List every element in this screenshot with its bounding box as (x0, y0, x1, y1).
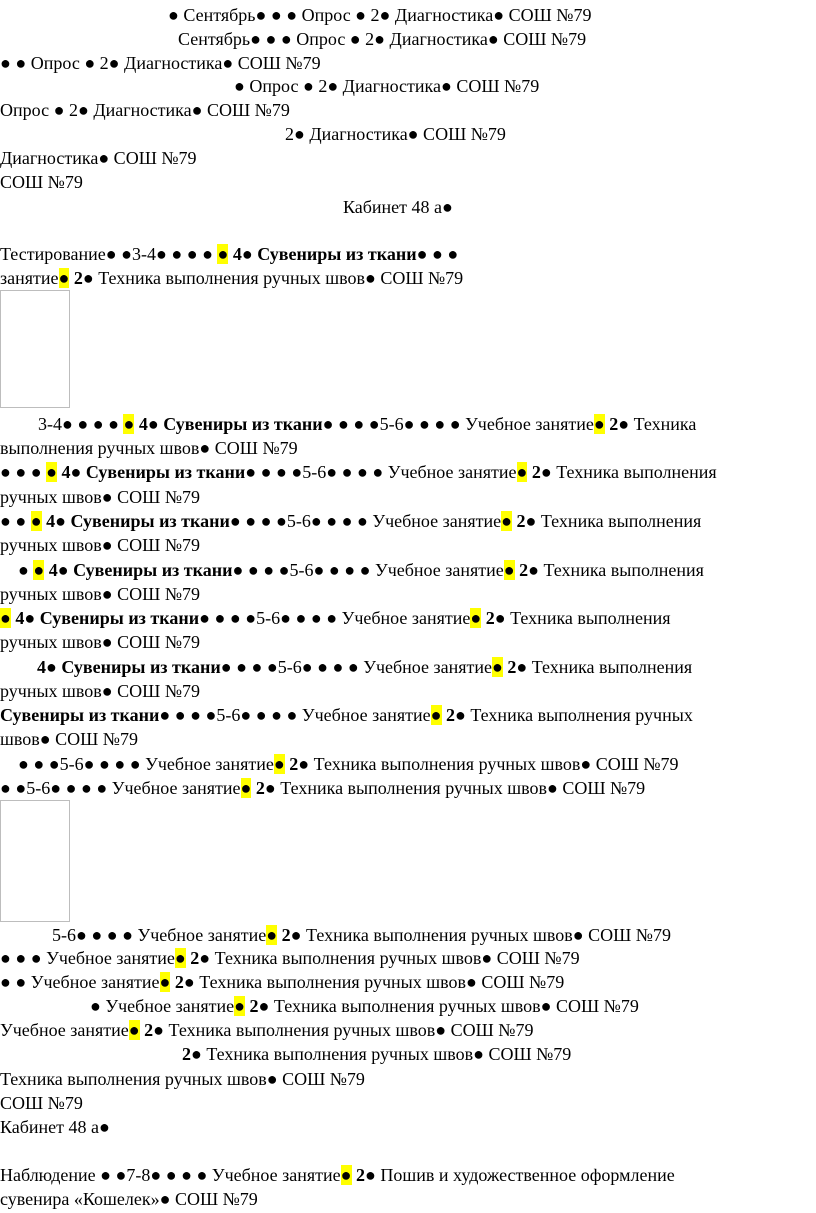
text-line (0, 242, 458, 266)
highlight-mark: ● (128, 1020, 140, 1040)
text-line (0, 970, 564, 994)
bold-run: 4● Сувениры из ткани (44, 560, 233, 580)
text-line (0, 509, 701, 533)
text-run: Диагностика● СОШ №79 (0, 148, 197, 168)
bold-run: 4● Сувениры из ткани (134, 414, 323, 434)
text-run: Кабинет 48 а● (343, 197, 453, 217)
text-line (343, 195, 453, 219)
text-line (0, 436, 298, 460)
text-run: Сентябрь● ● ● Опрос ● 2● Диагностика● СОШ №79 (178, 29, 587, 49)
text-run: ручных швов● СОШ №79 (0, 584, 200, 604)
text-line (0, 679, 200, 703)
text-run: ● ● ● ●5-6● ● ● ● Учебное занятие (220, 657, 492, 677)
text-line (0, 582, 200, 606)
highlight-mark: ● (340, 1165, 352, 1185)
text-run: СОШ №79 (0, 172, 83, 192)
text-line (0, 1067, 365, 1091)
text-run: Опрос ● 2● Диагностика● СОШ №79 (0, 100, 290, 120)
text-run: ● Техника выполнения (540, 462, 717, 482)
text-run: ● Пошив и художественное оформление (365, 1165, 675, 1185)
highlight-mark: ● (430, 705, 442, 725)
text-line (0, 776, 645, 800)
text-run: ● Техника выполнения ручных швов● СОШ №79 (153, 1020, 534, 1040)
bold-run: 2 (514, 560, 529, 580)
highlight-mark: ● (593, 414, 605, 434)
text-run: ручных швов● СОШ №79 (0, 681, 200, 701)
text-run: ● Техника выполнения ручных (455, 705, 693, 725)
highlight-mark: ● (174, 948, 186, 968)
text-run: ● ● ● (0, 462, 47, 482)
bold-run: 4● Сувениры из ткани (10, 608, 200, 628)
bold-run: 2 (185, 948, 200, 968)
bold-run: 2 (170, 972, 184, 992)
bold-run: 4● Сувениры из ткани (41, 511, 230, 531)
highlight-mark: ● (46, 462, 57, 482)
text-line (0, 460, 717, 484)
text-run: СОШ №79 (0, 1093, 83, 1113)
text-run: ● ● ● ●5-6● ● ● ● Учебное занятие (232, 560, 504, 580)
text-line (234, 74, 539, 98)
text-run: ● Техника выполнения ручных швов● СОШ №79 (199, 948, 580, 968)
text-run: Техника выполнения ручных швов● СОШ №79 (0, 1069, 365, 1089)
text-run: ● Учебное занятие (90, 996, 235, 1016)
bold-run: 2 (604, 414, 619, 434)
text-run: ● Сентябрь● ● ● Опрос ● 2● Диагностика● СОШ №79 (168, 5, 592, 25)
text-line (178, 27, 586, 51)
text-run: ручных швов● СОШ №79 (0, 535, 200, 555)
text-line (0, 533, 200, 557)
highlight-mark: ● (30, 511, 42, 531)
highlight-mark: ● (217, 244, 229, 264)
text-run: ● Техника выполнения ручных швов● СОШ №79 (290, 925, 671, 945)
text-run: ● (18, 560, 34, 580)
text-run: ● ● ● ●5-6● ● ● ● Учебное занятие (322, 414, 594, 434)
text-line (90, 994, 639, 1018)
bold-run: 4● Сувениры из ткани (37, 657, 221, 677)
text-run: выполнения ручных швов● СОШ №79 (0, 438, 298, 458)
highlight-mark: ● (266, 925, 278, 945)
text-run: 2● Диагностика● СОШ №79 (285, 124, 506, 144)
text-line (168, 3, 591, 27)
text-line (0, 1091, 83, 1115)
text-run: Тестирование● ●3-4● ● ● ● (0, 244, 218, 264)
text-line (18, 558, 704, 582)
text-run: ● Техника выполнения ручных швов● СОШ №79 (264, 778, 646, 798)
text-run: ● ● ● Учебное занятие (0, 948, 175, 968)
text-run: ● ● Опрос ● 2● Диагностика● СОШ №79 (0, 53, 321, 73)
text-line (0, 1187, 258, 1211)
text-line (285, 122, 506, 146)
text-run: ● ● ● ●5-6● ● ● ● Учебное занятие (229, 511, 502, 531)
text-line (0, 703, 693, 727)
text-run: ● Техника выполнения (528, 560, 704, 580)
highlight-mark: ● (33, 560, 45, 580)
bold-run: 2 (441, 705, 455, 725)
highlight-mark: ● (234, 996, 246, 1016)
text-line (0, 170, 83, 194)
bold-run: 4● Сувениры из ткани (232, 244, 417, 264)
text-run: ● ● ● ●5-6● ● ● ● Учебное занятие (245, 462, 517, 482)
text-run: ● Техника выполнения ручных швов● СОШ №79 (191, 1044, 572, 1064)
text-run: ● ● ● ●5-6● ● ● ● Учебное занятие (199, 608, 471, 628)
text-run: ● Техника выполнения (516, 657, 693, 677)
bold-run: 2 (251, 778, 265, 798)
text-run: ● ● ● ●5-6● ● ● ● Учебное занятие (159, 705, 431, 725)
text-run: ● ●5-6● ● ● ● Учебное занятие (0, 778, 241, 798)
text-run: ● ● ●5-6● ● ● ● Учебное занятие (18, 754, 274, 774)
text-run: швов● СОШ №79 (0, 729, 138, 749)
bold-run: 2 (481, 608, 495, 628)
text-line (0, 630, 200, 654)
text-line (0, 266, 463, 290)
highlight-mark: ● (58, 268, 70, 288)
text-run: ● Техника (618, 414, 697, 434)
bold-run: 2 (512, 511, 526, 531)
text-line (37, 655, 692, 679)
text-line (0, 727, 138, 751)
text-line (0, 1018, 533, 1042)
text-run: 3-4● ● ● ● (38, 414, 124, 434)
text-line (0, 606, 671, 630)
highlight-mark: ● (0, 608, 11, 628)
text-run: ● ● (0, 511, 31, 531)
bold-run: 2 (139, 1020, 154, 1040)
text-run: ручных швов● СОШ №79 (0, 487, 200, 507)
highlight-mark: ● (159, 972, 171, 992)
text-line (18, 752, 679, 776)
text-run: ● Техника выполнения ручных швов● СОШ №79 (258, 996, 639, 1016)
bold-run: 4● Сувениры из ткани (57, 462, 246, 482)
highlight-mark: ● (273, 754, 285, 774)
empty-frame (0, 290, 70, 408)
text-run: занятие (0, 268, 59, 288)
text-run: ● Техника выполнения ручных швов● СОШ №79 (183, 972, 565, 992)
highlight-mark: ● (516, 462, 528, 482)
bold-run: Сувениры из ткани (0, 705, 160, 725)
text-run: Кабинет 48 а● (0, 1117, 110, 1137)
text-run: ● ● Учебное занятие (0, 972, 160, 992)
text-run: ● Опрос ● 2● Диагностика● СОШ №79 (234, 76, 540, 96)
text-run: ● ● ● (416, 244, 459, 264)
text-line (0, 1163, 675, 1187)
text-run: Учебное занятие (0, 1020, 129, 1040)
text-line (52, 923, 671, 947)
text-run: ● Техника выполнения (525, 511, 702, 531)
highlight-mark: ● (123, 414, 135, 434)
text-run: Наблюдение ● ●7-8● ● ● ● Учебное занятие (0, 1165, 341, 1185)
bold-run: 2 (277, 925, 291, 945)
text-run: ● Техника выполнения ручных швов● СОШ №79 (82, 268, 464, 288)
text-run: сувенира «Кошелек»● СОШ №79 (0, 1189, 258, 1209)
text-line (38, 412, 696, 436)
highlight-mark: ● (503, 560, 515, 580)
bold-run: 2 (351, 1165, 366, 1185)
highlight-mark: ● (501, 511, 512, 531)
text-line (0, 98, 290, 122)
bold-run: 2 (245, 996, 259, 1016)
text-run: ручных швов● СОШ №79 (0, 632, 200, 652)
highlight-mark: ● (492, 657, 503, 677)
text-line (0, 146, 197, 170)
empty-frame (0, 800, 70, 922)
text-line (0, 485, 200, 509)
text-line (182, 1042, 571, 1066)
text-line (0, 946, 580, 970)
text-run: 5-6● ● ● ● Учебное занятие (52, 925, 267, 945)
bold-run: 2 (284, 754, 299, 774)
bold-run: 2 (69, 268, 83, 288)
bold-run: 2 (182, 1044, 191, 1064)
bold-run: 2 (527, 462, 541, 482)
highlight-mark: ● (470, 608, 482, 628)
bold-run: 2 (502, 657, 517, 677)
text-line (0, 51, 321, 75)
highlight-mark: ● (240, 778, 252, 798)
text-run: ● Техника выполнения (494, 608, 671, 628)
text-line (0, 1115, 110, 1139)
text-run: ● Техника выполнения ручных швов● СОШ №79 (298, 754, 679, 774)
